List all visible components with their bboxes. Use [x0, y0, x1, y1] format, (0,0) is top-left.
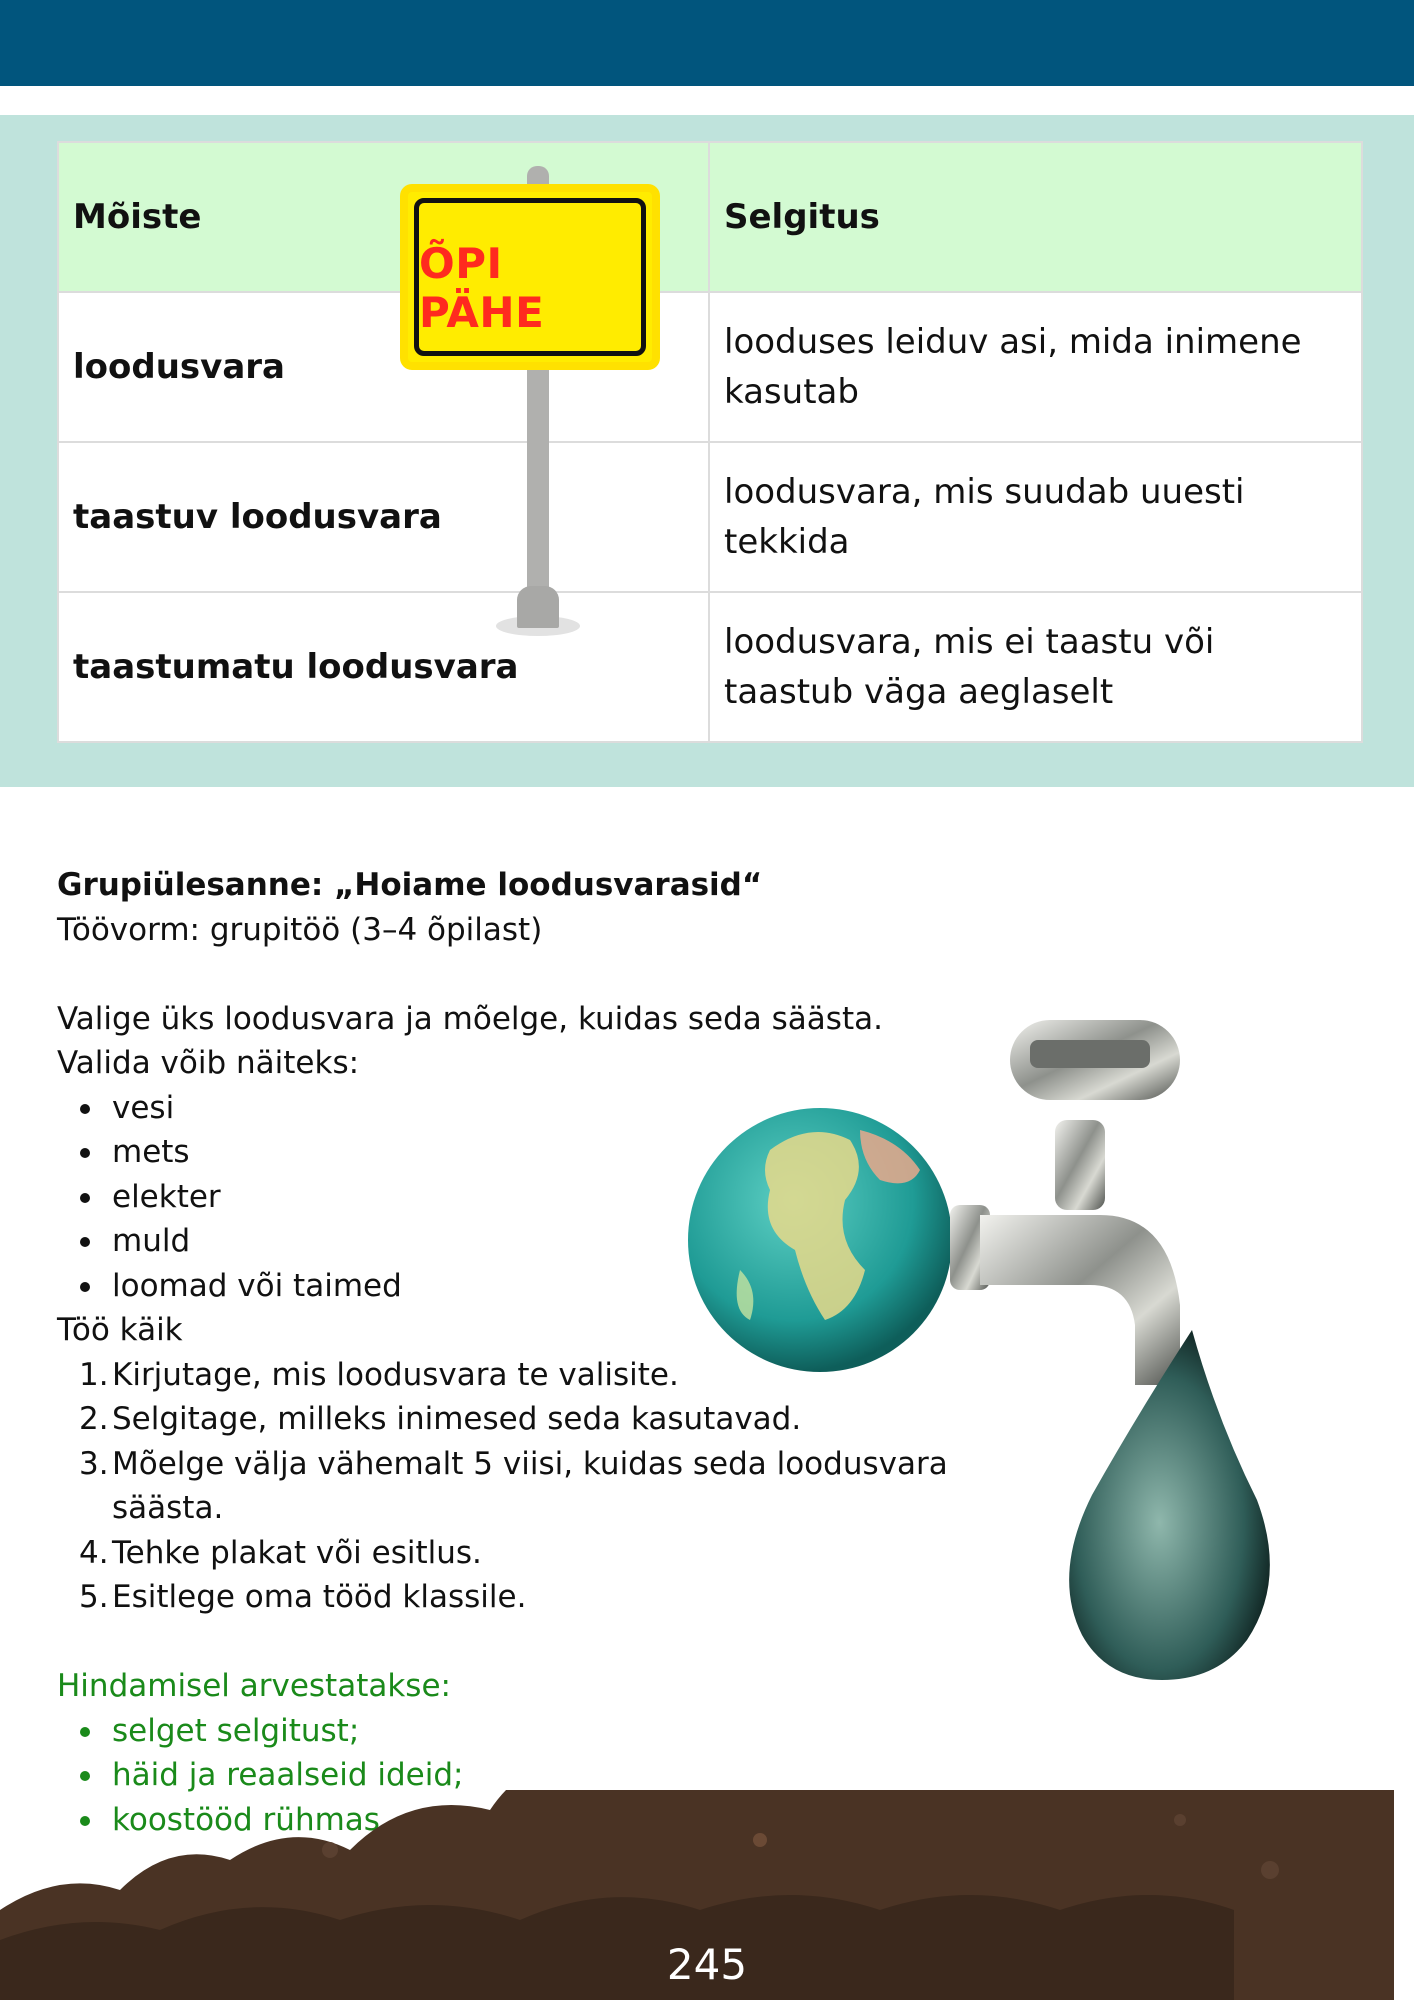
- tap-icon: [950, 1020, 1180, 1385]
- list-item: häid ja reaalseid ideid;: [57, 1753, 1057, 1798]
- sign-board: [400, 184, 660, 370]
- list-item: 3. Mõelge välja vähemalt 5 viisi, kuidas seda loodusvara säästa.: [79, 1445, 948, 1526]
- table-header-row: [58, 142, 1362, 292]
- definition-cell: looduses leiduv asi, mida inimene kasutab: [709, 292, 1362, 442]
- steps-label: Töö käik: [57, 1312, 183, 1348]
- globe-tap-illustration: [680, 1010, 1320, 1700]
- column-header-explanation: Selgitus: [709, 142, 1362, 292]
- definition-cell: loodusvara, mis ei taastu või taastub väga aeglaselt: [709, 592, 1362, 742]
- assessment-label: Hindamisel arvestatakse:: [57, 1668, 451, 1704]
- globe-icon: [688, 1108, 952, 1372]
- sign-text: ÕPI PÄHE: [419, 239, 545, 337]
- definition-cell: loodusvara, mis suudab uuesti tekkida: [709, 442, 1362, 592]
- term-cell: taastuv loodusvara: [58, 442, 709, 592]
- water-drop-icon: [1069, 1330, 1270, 1680]
- work-form: Töövorm: grupitöö (3–4 õpilast): [57, 911, 543, 948]
- list-item: vesi: [57, 1086, 1057, 1131]
- table-row: [58, 442, 1362, 592]
- table-row: [58, 592, 1362, 742]
- vocabulary-table: [57, 141, 1363, 743]
- list-item: 4. Tehke plakat või esitlus.: [79, 1534, 482, 1571]
- options-label: Valida võib näiteks:: [57, 1045, 360, 1081]
- list-item: 2. Selgitage, milleks inimesed seda kasutavad.: [79, 1401, 802, 1437]
- sign-foot: [517, 586, 559, 628]
- term-cell: loodusvara: [58, 292, 709, 442]
- list-item: elekter: [57, 1175, 1057, 1220]
- list-item: 1. Kirjutage, mis loodusvara te valisite.: [79, 1356, 679, 1393]
- list-item: koostööd rühmas.: [57, 1798, 1057, 1843]
- page-number: 245: [666, 1940, 748, 1989]
- table-row: [58, 292, 1362, 442]
- column-header-term: Mõiste: [58, 142, 709, 292]
- list-item: mets: [57, 1130, 1057, 1175]
- list-item: muld: [57, 1219, 1057, 1264]
- task-title: Grupiülesanne: „Hoiame loodusvarasid“: [57, 867, 763, 903]
- list-item: selget selgitust;: [57, 1709, 1057, 1754]
- list-item: loomad või taimed: [57, 1264, 1057, 1309]
- term-cell: taastumatu loodusvara: [58, 592, 709, 742]
- list-item: 5. Esitlege oma tööd klassile.: [79, 1579, 527, 1615]
- task-intro: Valige üks loodusvara ja mõelge, kuidas seda säästa.: [57, 1000, 883, 1037]
- header-bar: [0, 0, 1414, 86]
- learn-by-heart-sign: [398, 166, 678, 646]
